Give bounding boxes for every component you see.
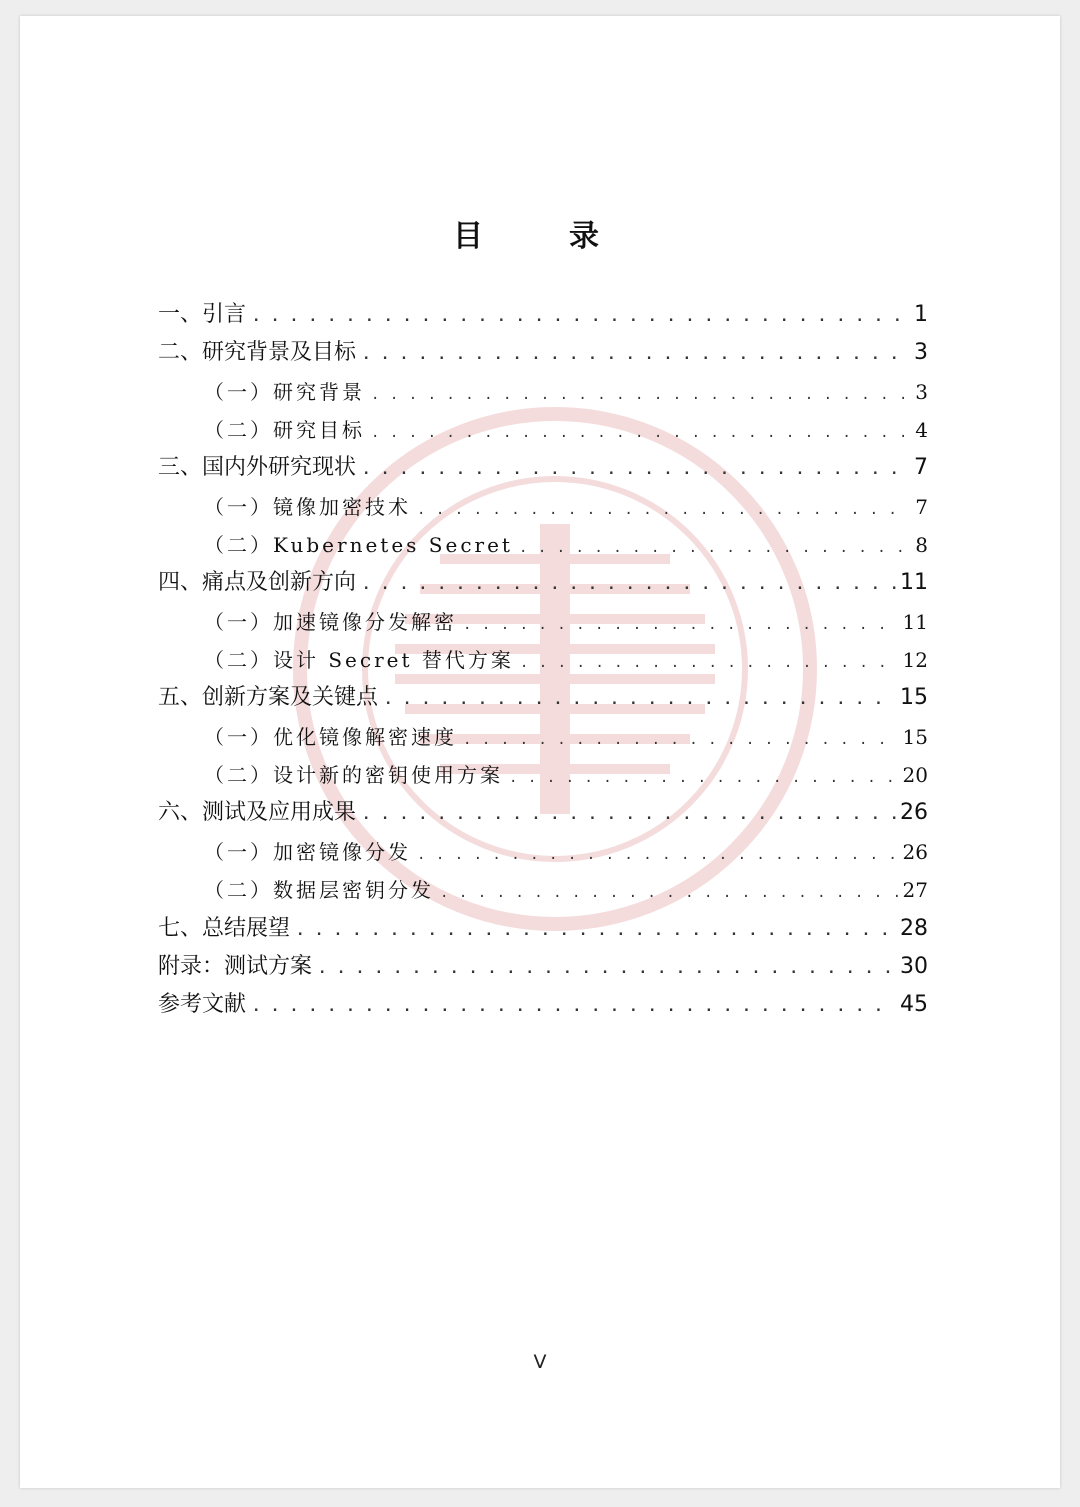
toc-entry-text: 参考文献 xyxy=(158,992,247,1018)
toc-entry-section[interactable] xyxy=(158,833,928,871)
toc-dot-leader xyxy=(371,376,904,414)
toc-entry-text: （一）镜像加密技术 xyxy=(204,494,411,519)
toc-entry-chapter[interactable] xyxy=(158,679,928,717)
toc-dot-leader xyxy=(318,950,896,988)
page-number: V xyxy=(533,1351,547,1373)
toc-dot-leader xyxy=(384,681,896,719)
toc-entry-text: 二、研究背景及目标 xyxy=(158,340,357,366)
toc-entry-section[interactable] xyxy=(158,488,928,526)
toc-entry-chapter[interactable] xyxy=(158,564,928,602)
toc-dot-leader xyxy=(463,721,899,759)
toc-entry-text: （一）研究背景 xyxy=(204,379,365,404)
toc-entry-section[interactable] xyxy=(158,411,928,449)
toc-entry-text: （一）优化镜像解密速度 xyxy=(204,724,457,749)
toc-dot-leader xyxy=(519,529,904,567)
toc-entry-section[interactable] xyxy=(158,756,928,794)
toc-entry-text: （二）Kubernetes Secret xyxy=(204,533,513,558)
toc-entry-section[interactable] xyxy=(158,373,928,411)
toc-entry-text: （二）数据层密钥分发 xyxy=(204,878,434,903)
toc-entry-chapter[interactable] xyxy=(158,334,928,372)
toc-dot-leader xyxy=(362,451,904,489)
toc-dot-leader xyxy=(252,298,904,336)
toc-dot-leader xyxy=(417,836,899,874)
toc-entry-page-number: 7 xyxy=(914,455,928,481)
toc-entry-page-number: 45 xyxy=(900,992,928,1018)
toc-entry-chapter[interactable] xyxy=(158,948,928,986)
toc-entry-chapter[interactable] xyxy=(158,986,928,1024)
toc-dot-leader xyxy=(520,644,899,682)
toc-entry-text: 五、创新方案及关键点 xyxy=(158,685,379,711)
toc-entry-text: （二）设计新的密钥使用方案 xyxy=(204,763,503,788)
toc-entry-text: 四、痛点及创新方向 xyxy=(158,570,357,596)
toc-entry-text: （二）设计 Secret 替代方案 xyxy=(204,648,514,673)
toc-entry-page-number: 15 xyxy=(900,685,928,711)
toc-entry-text: 六、测试及应用成果 xyxy=(158,800,357,826)
toc-entry-page-number: 30 xyxy=(900,953,928,979)
toc-entry-text: 附录：测试方案 xyxy=(158,953,313,979)
toc-entry-text: 七、总结展望 xyxy=(158,915,291,941)
toc-entry-text: （一）加密镜像分发 xyxy=(204,839,411,864)
toc-dot-leader xyxy=(463,606,899,644)
toc-entry-page-number: 3 xyxy=(914,340,928,366)
toc-entry-section[interactable] xyxy=(158,526,928,564)
toc-dot-leader xyxy=(296,912,896,950)
toc-entry-text: （二）研究目标 xyxy=(204,418,365,443)
toc-list xyxy=(158,296,928,1025)
toc-entry-page-number: 11 xyxy=(902,609,928,634)
toc-dot-leader xyxy=(252,988,896,1026)
toc-entry-page-number: 20 xyxy=(902,763,928,788)
toc-dot-leader xyxy=(362,566,896,604)
toc-entry-chapter[interactable] xyxy=(158,910,928,948)
toc-entry-text: （一）加速镜像分发解密 xyxy=(204,609,457,634)
toc-entry-chapter[interactable] xyxy=(158,296,928,334)
toc-entry-section[interactable] xyxy=(158,603,928,641)
toc-entry-page-number: 4 xyxy=(915,418,928,443)
toc-dot-leader xyxy=(440,874,899,912)
toc-entry-page-number: 27 xyxy=(902,878,928,903)
toc-entry-section[interactable] xyxy=(158,641,928,679)
toc-entry-page-number: 12 xyxy=(902,648,928,673)
toc-entry-page-number: 8 xyxy=(915,533,928,558)
toc-dot-leader xyxy=(362,796,896,834)
toc-title: 目 录 xyxy=(453,219,627,254)
toc-dot-leader xyxy=(371,414,904,452)
toc-entry-page-number: 26 xyxy=(900,800,928,826)
toc-entry-text: 一、引言 xyxy=(158,302,247,327)
toc-dot-leader xyxy=(417,491,904,529)
toc-entry-page-number: 26 xyxy=(902,839,928,864)
toc-entry-page-number: 11 xyxy=(900,570,928,596)
toc-dot-leader xyxy=(362,336,904,374)
document-page xyxy=(20,16,1060,1488)
toc-entry-page-number: 1 xyxy=(914,302,928,327)
toc-entry-page-number: 15 xyxy=(902,724,928,749)
toc-entry-page-number: 3 xyxy=(915,379,928,404)
toc-entry-section[interactable] xyxy=(158,718,928,756)
toc-entry-page-number: 7 xyxy=(915,494,928,519)
toc-entry-chapter[interactable] xyxy=(158,449,928,487)
toc-entry-section[interactable] xyxy=(158,871,928,909)
toc-entry-chapter[interactable] xyxy=(158,794,928,832)
toc-dot-leader xyxy=(509,759,899,797)
toc-entry-text: 三、国内外研究现状 xyxy=(158,455,357,481)
toc-entry-page-number: 28 xyxy=(900,915,928,941)
